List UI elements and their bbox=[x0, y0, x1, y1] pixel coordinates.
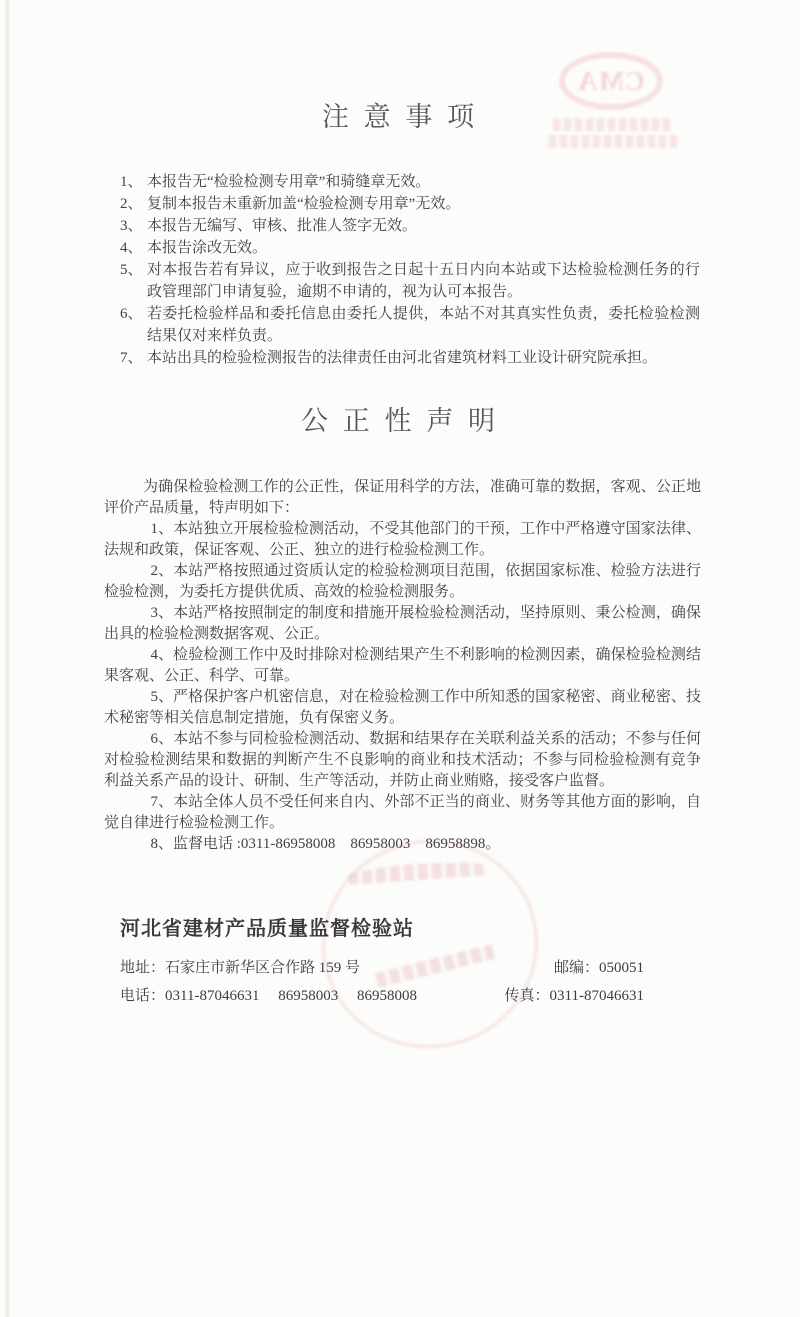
item-text: 对本报告若有异议，应于收到报告之日起十五日内向本站或下达检验检测任务的行政管理部门申请复验，逾期不申请的，视为认可本报告。 bbox=[147, 262, 700, 300]
item-text: 复制本报告未重新加盖“检验检测专用章”无效。 bbox=[147, 196, 461, 212]
notice-list bbox=[120, 171, 700, 369]
item-text: 本站出具的检验检测报告的法律责任由河北省建筑材料工业设计研究院承担。 bbox=[147, 350, 658, 366]
address-text: 地址：石家庄市新华区合作路 159 号 bbox=[120, 960, 361, 976]
footer-contact-block bbox=[120, 912, 644, 1010]
item-number: 7、 bbox=[120, 350, 143, 366]
notice-item-4 bbox=[120, 237, 700, 259]
notice-item-1 bbox=[120, 171, 700, 193]
statement-item-5: 5、严格保护客户机密信息，对在检验检测工作中所知悉的国家秘密、商业秘密、技术秘密等相关信息制定措施，负有保密义务。 bbox=[104, 689, 701, 726]
statement-item-3: 3、本站严格按照制定的制度和措施开展检验检测活动，坚持原则、秉公检测，确保出具的检验检测数据客观、公正。 bbox=[104, 605, 701, 642]
seal-arc-text-blur bbox=[348, 859, 489, 885]
notice-item-6 bbox=[120, 303, 700, 347]
statement-item-4: 4、检验检测工作中及时排除对检测结果产生不利影响的检测因素，确保检验检测结果客观、公正、科学、可靠。 bbox=[104, 647, 701, 684]
statement-item-8: 8、监督电话 :0311-86958008 86958003 86958898。 bbox=[150, 836, 501, 852]
phone-text: 电话：0311-87046631 86958003 86958008 bbox=[120, 988, 417, 1004]
item-text: 本报告无“检验检测专用章”和骑缝章无效。 bbox=[147, 174, 431, 190]
footer-row-phone bbox=[120, 982, 644, 1010]
notice-item-5 bbox=[120, 259, 700, 303]
statement-item-2: 2、本站严格按照通过资质认定的检验检测项目范围，依据国家标准、检验方法进行检验检测，为委托方提供优质、高效的检验检测服务。 bbox=[104, 563, 701, 600]
item-number: 1、 bbox=[120, 174, 143, 190]
item-number: 5、 bbox=[120, 262, 143, 278]
statement-item-6: 6、本站不参与同检验检测活动、数据和结果存在关联利益关系的活动；不参与任何对检验检测结果和数据的判断产生不良影响的商业和技术活动；不参与同检验检测有竞争利益关系产品的设计、研制、生产等活动，并防止商业贿赂，接受客户监督。 bbox=[104, 731, 701, 789]
statement-item-7: 7、本站全体人员不受任何来自内、外部不正当的商业、财务等其他方面的影响，自觉自律进行检验检测工作。 bbox=[104, 794, 701, 831]
fax-text: 传真：0311-87046631 bbox=[504, 988, 644, 1004]
item-text: 本报告涂改无效。 bbox=[147, 240, 268, 256]
organization-name: 河北省建材产品质量监督检验站 bbox=[120, 918, 414, 940]
impartiality-statement-body bbox=[104, 477, 701, 855]
item-number: 6、 bbox=[120, 306, 143, 322]
statement-intro: 为确保检验检测工作的公正性，保证用科学的方法，准确可靠的数据，客观、公正地评价产品质量，特声明如下： bbox=[104, 479, 701, 516]
impartiality-section-title: 公 正 性 声 明 bbox=[301, 406, 499, 436]
item-number: 2、 bbox=[120, 196, 143, 212]
notice-item-7 bbox=[120, 347, 700, 369]
cma-letters: CMA bbox=[577, 65, 645, 96]
item-number: 3、 bbox=[120, 218, 143, 234]
cma-text-line-blur bbox=[545, 135, 677, 148]
item-number: 4、 bbox=[120, 240, 143, 256]
statement-item-1: 1、本站独立开展检验检测活动，不受其他部门的干预，工作中严格遵守国家法律、法规和政策，保证客观、公正、独立的进行检验检测工作。 bbox=[104, 521, 701, 558]
notice-section-title: 注 意 事 项 bbox=[321, 102, 479, 132]
notice-item-2 bbox=[120, 193, 700, 215]
footer-row-address bbox=[120, 954, 644, 982]
item-text: 本报告无编写、审核、批准人签字无效。 bbox=[147, 218, 418, 234]
item-text: 若委托检验样品和委托信息由委托人提供，本站不对其真实性负责，委托检验检测结果仅对来样负责。 bbox=[147, 306, 700, 344]
notice-item-3 bbox=[120, 215, 700, 237]
postcode-text: 邮编：050051 bbox=[553, 960, 644, 976]
